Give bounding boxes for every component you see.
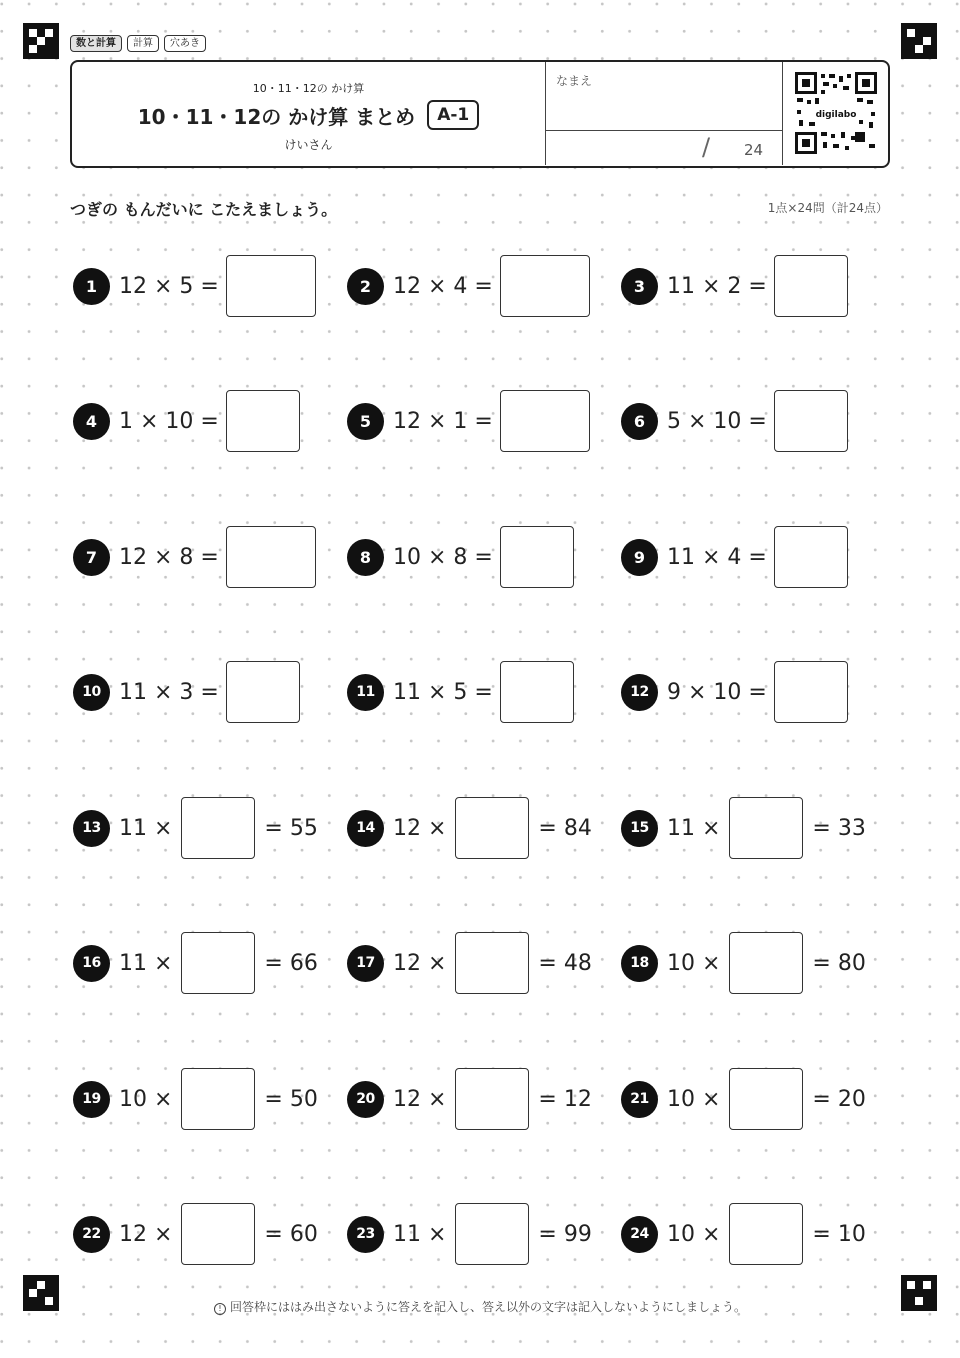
answer-box[interactable] (226, 390, 300, 452)
problem-expression: 12 × (393, 950, 447, 976)
problem-number: 9 (621, 539, 658, 576)
problem-number: 10 (73, 674, 110, 711)
answer-box[interactable] (226, 526, 316, 588)
problem-result: = 33 (812, 815, 866, 841)
answer-box[interactable] (729, 797, 803, 859)
problem-12 (621, 661, 848, 723)
problem-expression: 10 × (667, 1221, 721, 1247)
score-slash: / (702, 133, 711, 161)
problem-18 (621, 932, 866, 994)
answer-box[interactable] (181, 1203, 255, 1265)
problem-9 (621, 526, 848, 588)
answer-box[interactable] (181, 932, 255, 994)
problem-24 (621, 1203, 866, 1265)
answer-box[interactable] (455, 1068, 529, 1130)
problem-16 (73, 932, 318, 994)
problem-result: = 80 (812, 950, 866, 976)
problem-20 (347, 1068, 592, 1130)
title-block (72, 62, 546, 165)
problem-expression: 12 × 4 = (393, 273, 493, 299)
registration-marker-top-left (23, 23, 59, 59)
problem-result: = 20 (812, 1086, 866, 1112)
problem-number: 8 (347, 539, 384, 576)
problem-14 (347, 797, 592, 859)
problem-11 (347, 661, 574, 723)
problem-expression: 12 × (393, 1086, 447, 1112)
score-field[interactable] (546, 130, 782, 165)
score-total: 24 (744, 141, 764, 159)
problem-expression: 10 × 8 = (393, 544, 493, 570)
qr-code-icon (795, 72, 877, 154)
problem-expression: 11 × (393, 1221, 447, 1247)
problem-number: 4 (73, 403, 110, 440)
problem-expression: 11 × (119, 815, 173, 841)
problem-expression: 11 × (119, 950, 173, 976)
points-info: 1点×24問（計24点） (767, 201, 888, 215)
name-score-block (546, 62, 783, 165)
problem-number: 22 (73, 1216, 110, 1253)
problem-19 (73, 1068, 318, 1130)
problem-10 (73, 661, 300, 723)
problem-6 (621, 390, 848, 452)
category-tags (70, 35, 206, 52)
problem-3 (621, 255, 848, 317)
problem-number: 17 (347, 945, 384, 982)
info-icon: ! (214, 1303, 226, 1315)
answer-box[interactable] (729, 1068, 803, 1130)
problem-result: = 99 (538, 1221, 592, 1247)
problem-23 (347, 1203, 592, 1265)
problem-number: 19 (73, 1081, 110, 1118)
footer-text: 回答枠にははみ出さないように答えを記入し、答え以外の文字は記入しないようにしましょう。 (229, 1300, 746, 1314)
problem-expression: 1 × 10 = (119, 408, 219, 434)
problem-expression: 10 × (667, 1086, 721, 1112)
footer-note (0, 1298, 960, 1315)
problem-number: 5 (347, 403, 384, 440)
problem-expression: 12 × (119, 1221, 173, 1247)
answer-box[interactable] (226, 255, 316, 317)
problem-expression: 9 × 10 = (667, 679, 767, 705)
answer-box[interactable] (500, 661, 574, 723)
problem-number: 3 (621, 268, 658, 305)
level-badge: A-1 (427, 100, 479, 130)
problem-4 (73, 390, 300, 452)
problem-result: = 55 (264, 815, 318, 841)
problem-5 (347, 390, 590, 452)
name-label: なまえ (556, 74, 593, 88)
answer-box[interactable] (500, 526, 574, 588)
problem-result: = 50 (264, 1086, 318, 1112)
tag-calc: 計算 (127, 35, 159, 52)
problem-number: 20 (347, 1081, 384, 1118)
problem-number: 23 (347, 1216, 384, 1253)
problem-number: 12 (621, 674, 658, 711)
problem-number: 6 (621, 403, 658, 440)
instruction-text: つぎの もんだいに こたえましょう。 (70, 200, 338, 219)
problem-number: 21 (621, 1081, 658, 1118)
problem-number: 18 (621, 945, 658, 982)
answer-box[interactable] (181, 797, 255, 859)
problem-number: 11 (347, 674, 384, 711)
problem-result: = 66 (264, 950, 318, 976)
problem-number: 14 (347, 810, 384, 847)
problem-expression: 12 × 5 = (119, 273, 219, 299)
problem-number: 16 (73, 945, 110, 982)
answer-box[interactable] (729, 932, 803, 994)
problem-result: = 84 (538, 815, 592, 841)
problem-expression: 12 × 1 = (393, 408, 493, 434)
problem-8 (347, 526, 574, 588)
qr-label: digilabo (815, 110, 857, 120)
problem-expression: 10 × (667, 950, 721, 976)
answer-box[interactable] (774, 390, 848, 452)
answer-box[interactable] (181, 1068, 255, 1130)
page-title: 10・11・12の かけ算 まとめ (137, 104, 416, 129)
problem-13 (73, 797, 318, 859)
problem-number: 1 (73, 268, 110, 305)
answer-box[interactable] (455, 932, 529, 994)
problem-number: 15 (621, 810, 658, 847)
problem-21 (621, 1068, 866, 1130)
answer-box[interactable] (226, 661, 300, 723)
problem-expression: 10 × (119, 1086, 173, 1112)
problem-expression: 11 × 4 = (667, 544, 767, 570)
problem-17 (347, 932, 592, 994)
problem-1 (73, 255, 316, 317)
qr-block (783, 62, 887, 165)
subtitle: 10・11・12の かけ算 (252, 82, 365, 95)
answer-box[interactable] (729, 1203, 803, 1265)
problem-result: = 60 (264, 1221, 318, 1247)
title-reading: けいさん (284, 138, 333, 152)
worksheet-header (70, 60, 890, 168)
problem-15 (621, 797, 866, 859)
answer-box[interactable] (455, 797, 529, 859)
answer-box[interactable] (774, 255, 848, 317)
problem-result: = 48 (538, 950, 592, 976)
answer-box[interactable] (774, 661, 848, 723)
problem-expression: 12 × 8 = (119, 544, 219, 570)
problem-22 (73, 1203, 318, 1265)
problem-number: 2 (347, 268, 384, 305)
problem-expression: 11 × (667, 815, 721, 841)
problem-expression: 11 × 5 = (393, 679, 493, 705)
answer-box[interactable] (500, 255, 590, 317)
problem-2 (347, 255, 590, 317)
answer-box[interactable] (455, 1203, 529, 1265)
tag-number-calc: 数と計算 (70, 35, 122, 52)
problem-expression: 11 × 3 = (119, 679, 219, 705)
problem-result: = 12 (538, 1086, 592, 1112)
registration-marker-top-right (901, 23, 937, 59)
problem-number: 7 (73, 539, 110, 576)
problem-7 (73, 526, 316, 588)
problem-expression: 5 × 10 = (667, 408, 767, 434)
answer-box[interactable] (500, 390, 590, 452)
problem-result: = 10 (812, 1221, 866, 1247)
problem-number: 13 (73, 810, 110, 847)
problem-expression: 11 × 2 = (667, 273, 767, 299)
answer-box[interactable] (774, 526, 848, 588)
tag-fill-blank: 穴あき (164, 35, 206, 52)
problem-number: 24 (621, 1216, 658, 1253)
problem-expression: 12 × (393, 815, 447, 841)
